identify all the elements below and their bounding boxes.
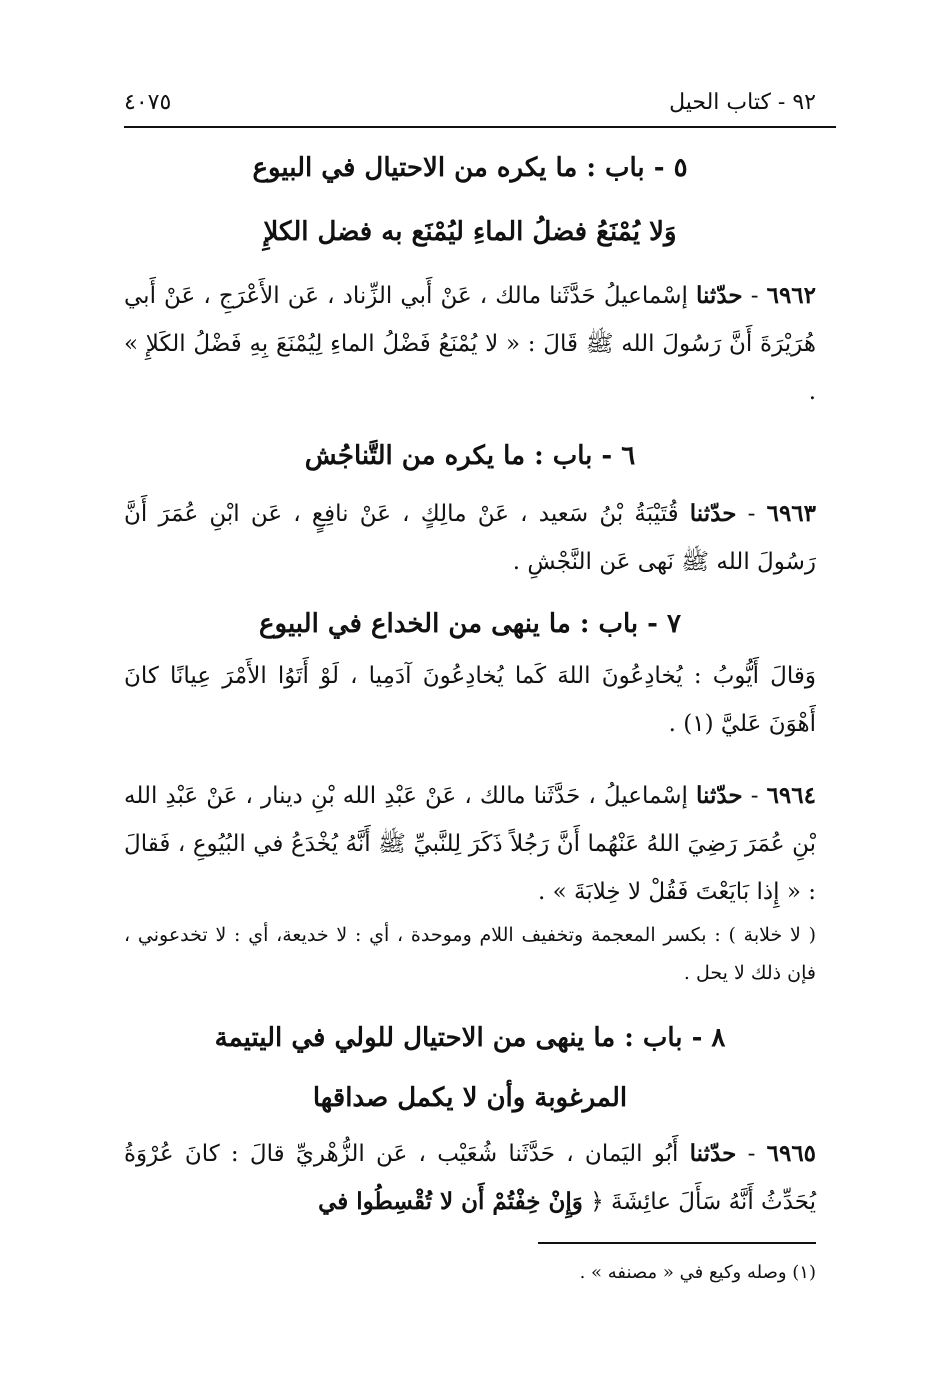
quran-verse: وَإِنْ خِفْتُمْ أَن لا تُقْسِطُوا في (318, 1188, 583, 1215)
chapter-heading-7: ٧ - باب : ما ينهى من الخداع في البيوع (259, 609, 681, 639)
chapter-heading-8-subtitle: المرغوبة وأن لا يكمل صداقها (312, 1083, 628, 1113)
chapter-heading-5: ٥ - باب : ما يكره من الاحتيال في البيوع (252, 153, 688, 183)
hadith-6964: ٦٩٦٤ - حدّثنا إسْماعيلُ ، حَدَّثَنا مالك ، عَنْ عَبْدِ الله بْنِ دينار ، عَنْ عَبْدِ الله بْنِ عُمَرَ رَضِيَ اللهُ عَنْهُما أَنَّ رَجُلاً ذَكَرَ لِلنَّبيِّ ﷺ أَنَّهُ يُخْدَعُ في البُيُوعِ ، فَقالَ : « إِذا بَايَعْتَ فَقُلْ لا خِلابَةَ » . (124, 782, 816, 905)
hadith-6963: ٦٩٦٣ - حدّثنا قُتَيْبَةُ بْنُ سَعيد ، عَنْ مالِكٍ ، عَنْ نافِعٍ ، عَن ابْنِ عُمَرَ أَنَّ رَسُولَ الله ﷺ نَهى عَن النَّجْشِ . (124, 500, 817, 575)
hadith-lead: حدّثنا (696, 782, 743, 809)
chapter-heading-6: ٦ - باب : ما يكره من التَّناجُش (304, 441, 636, 471)
hadith-text: إسْماعيلُ حَدَّثَنا مالك ، عَنْ أَبي الزِّناد ، عَن الأَعْرَجِ ، عَنْ أَبي هُرَيْرَةَ أَنَّ رَسُولَ الله ﷺ قَالَ : « لا يُمْنَعُ فَضْلُ الماءِ لِيُمْنَعَ بِهِ فَضْلُ الكَلإِ » . (124, 283, 816, 405)
ayyub-quote: وَقالَ أَيُّوبُ : يُخادِعُونَ اللهَ كَما يُخادِعُونَ آدَمِيا ، لَوْ أَتَوُا الأَمْرَ عِيانًا كانَ أَهْوَنَ عَليَّ (١) . (124, 663, 816, 737)
footnote-rule (538, 1242, 816, 1244)
hadith-number: ٦٩٦٤ (766, 782, 816, 809)
hadith-number: ٦٩٦٢ (766, 282, 817, 309)
chapter-title: ٩٢ - كتاب الحيل (669, 89, 816, 115)
hadith-text: إسْماعيلُ ، حَدَّثَنا مالك ، عَنْ عَبْدِ الله بْنِ دينار ، عَنْ عَبْدِ الله بْنِ عُمَرَ رَضِيَ اللهُ عَنْهُما أَنَّ رَجُلاً ذَكَرَ لِلنَّبيِّ ﷺ أَنَّهُ يُخْدَعُ في البُيُوعِ ، فَقالَ : « إِذا بَايَعْتَ فَقُلْ لا خِلابَةَ » . (124, 783, 816, 905)
hadith-6965: ٦٩٦٥ - حدّثنا أَبُو اليَمان ، حَدَّثَنا شُعَيْب ، عَن الزُّهْريِّ قالَ : كانَ عُرْوَةُ يُحَدِّثُ أَنَّهُ سَأَلَ عائِشَةَ ﴿ وَإِنْ خِفْتُمْ أَن لا تُقْسِطُوا في (124, 1140, 817, 1215)
page-number: ٤٠٧٥ (124, 89, 172, 115)
gloss-note: ( لا خلابة ) : بكسر المعجمة وتخفيف اللام وموحدة ، أي : لا خديعة، أي : لا تخدعوني ، فإن ذلك لا يحل . (124, 924, 816, 984)
hadith-number: ٦٩٦٣ (766, 500, 817, 527)
footnote: (١) وصله وكيع في « مصنفه » . (579, 1262, 816, 1283)
chapter-heading-5-subtitle: وَلا يُمْنَعُ فضلُ الماءِ ليُمْنَع به فضل الكلإِ (263, 217, 677, 247)
hadith-lead: حدّثنا (689, 500, 737, 527)
hadith-lead: حدّثنا (689, 1140, 737, 1167)
chapter-heading-8: ٨ - باب : ما ينهى من الاحتيال للولي في اليتيمة (214, 1023, 726, 1053)
hadith-6962: ٦٩٦٢ - حدّثنا إسْماعيلُ حَدَّثَنا مالك ، عَنْ أَبي الزِّناد ، عَن الأَعْرَجِ ، عَنْ أَبي هُرَيْرَةَ أَنَّ رَسُولَ الله ﷺ قَالَ : « لا يُمْنَعُ فَضْلُ الماءِ لِيُمْنَعَ بِهِ فَضْلُ الكَلإِ » . (124, 282, 817, 405)
running-header (124, 80, 816, 124)
hadith-lead: حدّثنا (695, 282, 743, 309)
header-rule (124, 126, 836, 128)
hadith-text: قُتَيْبَةُ بْنُ سَعيد ، عَنْ مالِكٍ ، عَنْ نافِعٍ ، عَن ابْنِ عُمَرَ أَنَّ رَسُولَ الله ﷺ نَهى عَن النَّجْشِ . (124, 501, 816, 575)
hadith-text: أَبُو اليَمان ، حَدَّثَنا شُعَيْب ، عَن الزُّهْريِّ قالَ : كانَ عُرْوَةُ يُحَدِّثُ أَنَّهُ سَأَلَ عائِشَةَ ﴿ (124, 1141, 816, 1215)
hadith-number: ٦٩٦٥ (766, 1140, 817, 1167)
